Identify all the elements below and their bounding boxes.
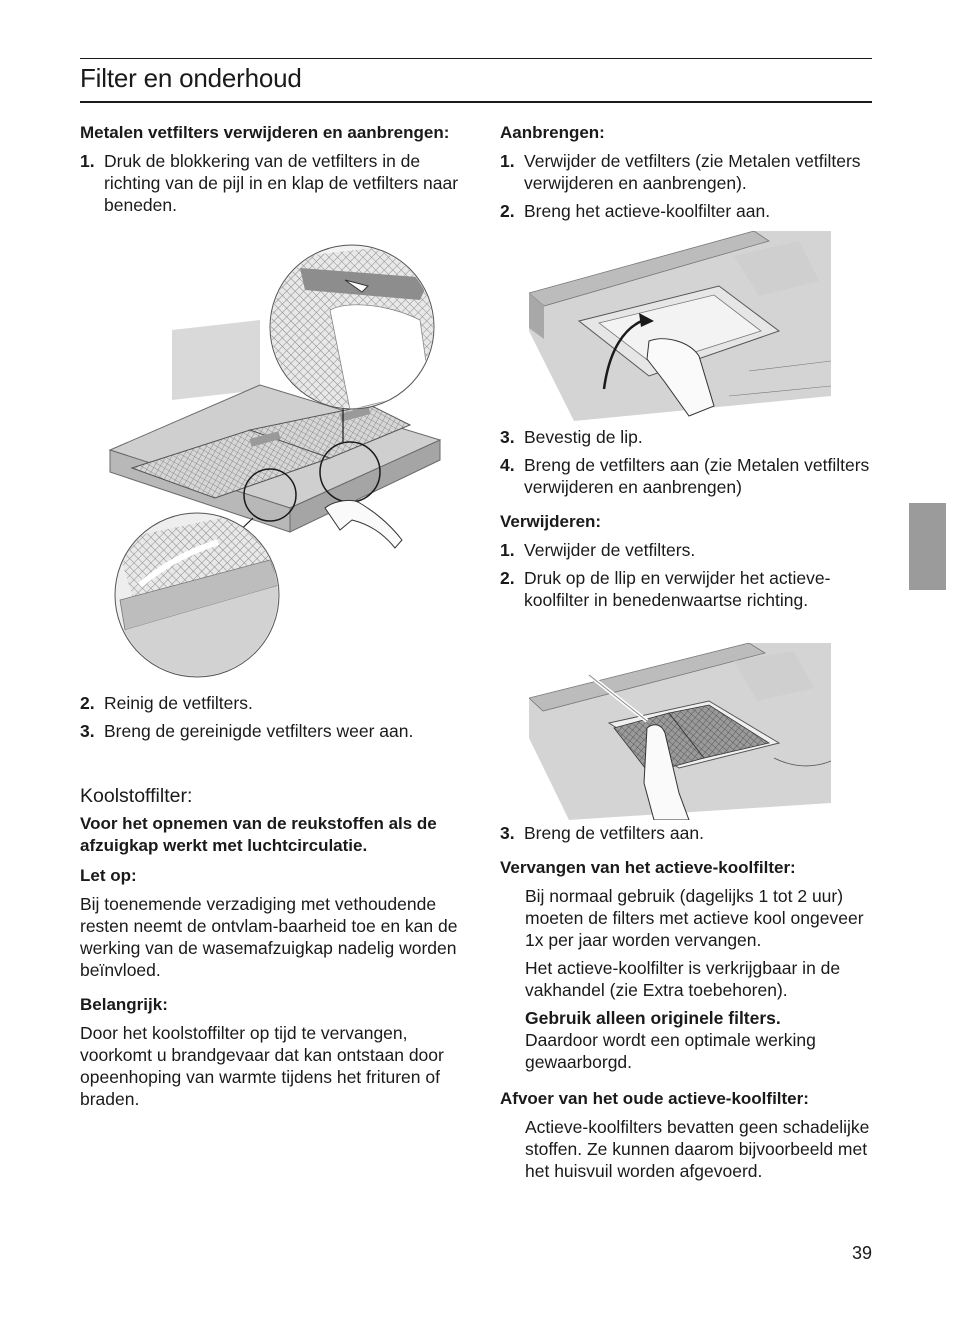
step-text: Breng het actieve-koolfilter aan. — [524, 201, 771, 221]
step-number: 4. — [500, 455, 515, 475]
vervangen-paragraph-3 — [500, 1007, 875, 1073]
right-column-bottom — [500, 822, 875, 1182]
vervangen-paragraph-1: Bij normaal gebruik (dagelijks 1 tot 2 uur) moeten de filters met actieve kool ongeveer 1x per jaar worden vervangen. — [525, 886, 864, 950]
step-item — [80, 720, 460, 742]
let-op-text: Bij toenemende verzadiging met vethoudende resten neemt de ontvlam-baarheid toe en kan de werking van de wasemafzuigkap nadelig worden beïnvloed. — [80, 894, 458, 980]
left-column-top — [80, 122, 460, 216]
vervangen-heading: Vervangen van het actieve-koolfilter: — [500, 858, 796, 877]
metal-filter-heading: Metalen vetfilters verwijderen en aanbrengen: — [80, 123, 450, 142]
step-number: 2. — [500, 201, 515, 221]
original-filters-text: Daardoor wordt een optimale werking gewaarborgd. — [525, 1030, 816, 1072]
original-filters-note: Gebruik alleen originele filters. — [525, 1008, 781, 1028]
step-text: Bevestig de lip. — [524, 427, 643, 447]
afvoer-text: Actieve-koolfilters bevatten geen schadelijke stoffen. Ze kunnen daarom bijvoorbeeld met het huisvuil worden afgevoerd. — [525, 1117, 870, 1181]
step-item — [500, 567, 875, 611]
step-number: 3. — [500, 823, 515, 843]
section-tab-marker — [909, 503, 946, 590]
left-column-steps — [80, 692, 460, 742]
step-number: 1. — [500, 540, 515, 560]
koolstoffilter-heading: Koolstoffilter: — [80, 785, 193, 807]
step-item — [500, 150, 875, 194]
hood-filter-illustration — [100, 240, 445, 680]
step-text: Breng de vetfilters aan. — [524, 823, 704, 843]
step-item — [500, 539, 875, 561]
step-number: 1. — [500, 151, 515, 171]
left-column-koolstof — [80, 785, 462, 1110]
step-text: Breng de gereinigde vetfilters weer aan. — [104, 721, 414, 741]
right-column-middle — [500, 426, 875, 611]
charcoal-filter-remove-illustration — [529, 643, 831, 820]
step-text: Verwijder de vetfilters (zie Metalen vetfilters verwijderen en aanbrengen). — [524, 151, 861, 193]
top-rule — [80, 58, 872, 59]
afvoer-heading: Afvoer van het oude actieve-koolfilter: — [500, 1089, 809, 1108]
step-text: Druk de blokkering van de vetfilters in de richting van de pijl in en klap de vetfilters naar beneden. — [104, 151, 459, 215]
verwijderen-heading: Verwijderen: — [500, 512, 602, 531]
belangrijk-text: Door het koolstoffilter op tijd te vervangen, voorkomt u brandgevaar dat kan ontstaan door opeenhoping van warmte tijdens het frituren of braden. — [80, 1023, 444, 1109]
vervangen-paragraph-2: Het actieve-koolfilter is verkrijgbaar in de vakhandel (zie Extra toebehoren). — [525, 958, 841, 1000]
step-item — [500, 426, 875, 448]
title-rule — [80, 101, 872, 103]
step-number: 1. — [80, 151, 95, 171]
step-item — [80, 692, 460, 714]
step-number: 3. — [500, 427, 515, 447]
step-number: 2. — [500, 568, 515, 588]
step-item — [500, 454, 875, 498]
step-item — [500, 822, 875, 844]
step-text: Reinig de vetfilters. — [104, 693, 253, 713]
step-number: 2. — [80, 693, 95, 713]
step-item — [500, 200, 875, 222]
step-item — [80, 150, 460, 216]
aanbrengen-heading: Aanbrengen: — [500, 123, 605, 142]
step-text: Druk op de llip en verwijder het actieve-koolfilter in benedenwaartse richting. — [524, 568, 831, 610]
page-number: 39 — [851, 1243, 872, 1263]
belangrijk-heading: Belangrijk: — [80, 995, 168, 1014]
step-number: 3. — [80, 721, 95, 741]
step-text: Verwijder de vetfilters. — [524, 540, 696, 560]
right-column-top — [500, 122, 875, 222]
charcoal-filter-fit-illustration — [529, 231, 831, 421]
page-title: Filter en onderhoud — [80, 63, 302, 93]
step-text: Breng de vetfilters aan (zie Metalen vetfilters verwijderen en aanbrengen) — [524, 455, 870, 497]
koolstoffilter-intro: Voor het opnemen van de reukstoffen als de afzuigkap werkt met luchtcirculatie. — [80, 814, 437, 855]
let-op-heading: Let op: — [80, 866, 137, 885]
